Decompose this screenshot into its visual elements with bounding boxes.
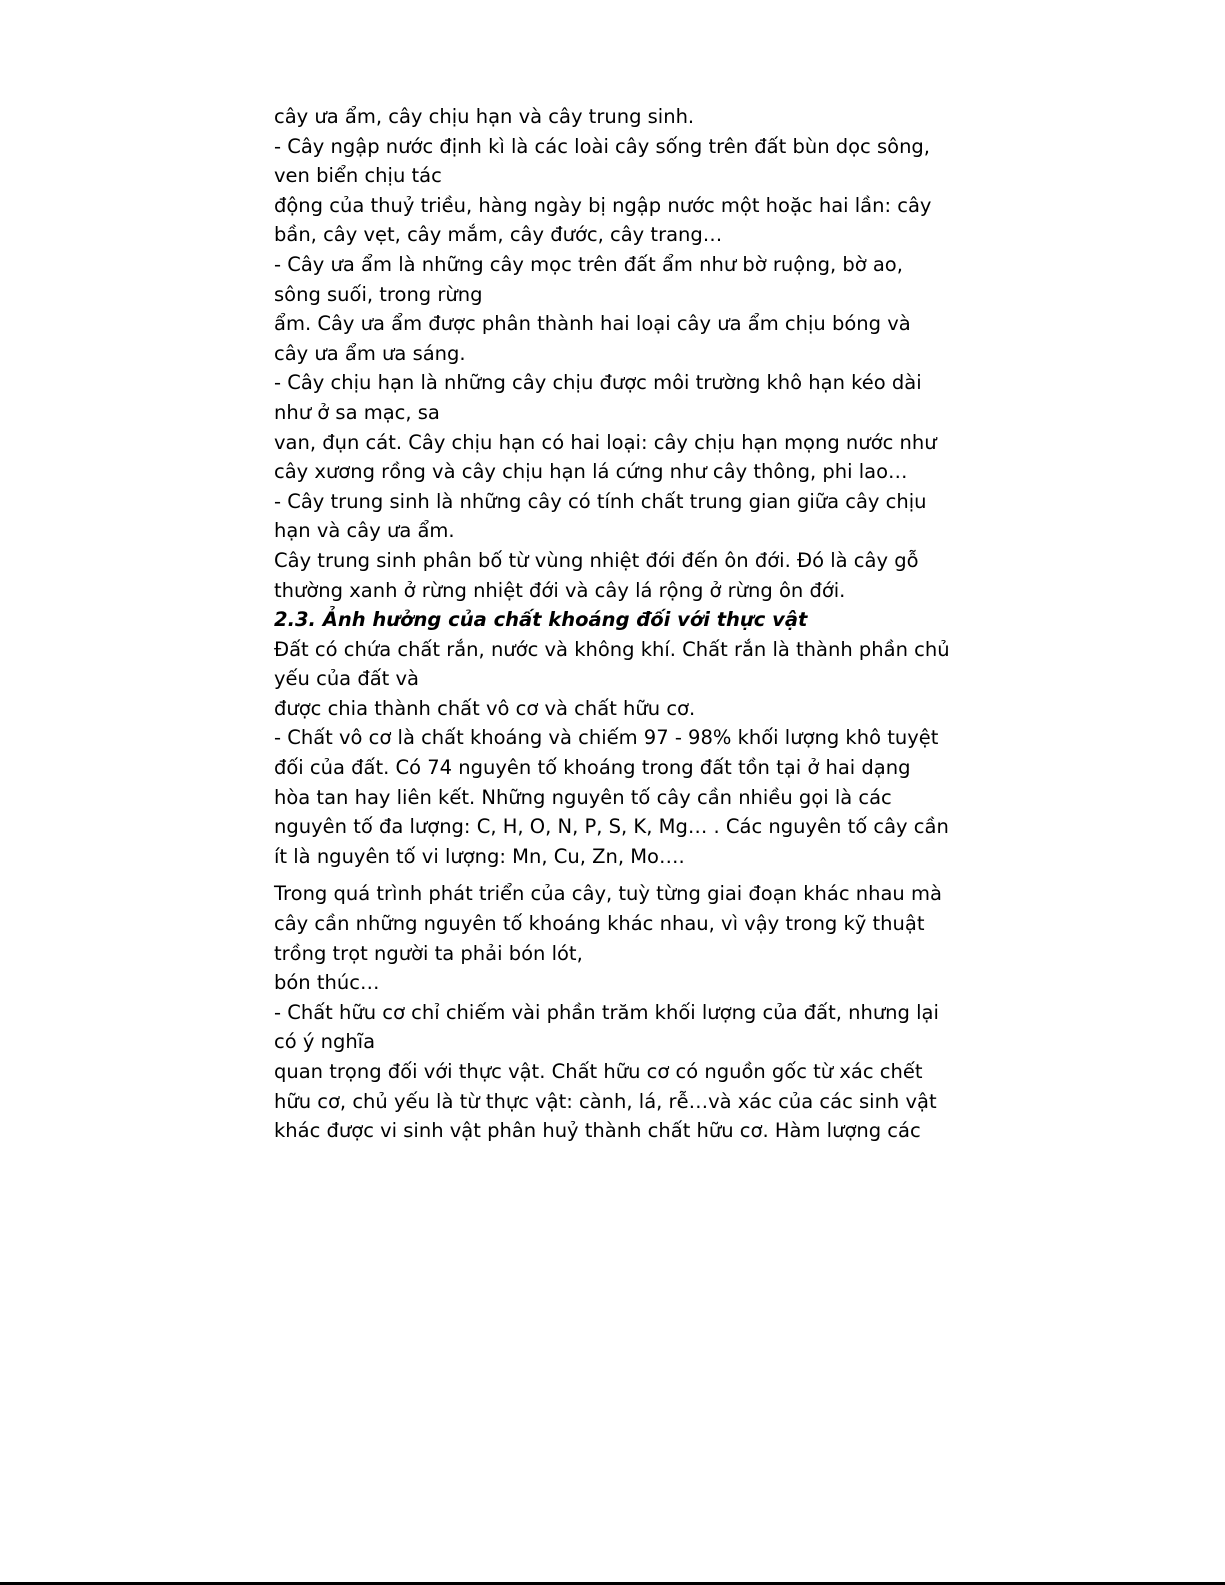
text-line: trồng trọt người ta phải bón lót, bbox=[274, 941, 583, 965]
text-line: - Chất hữu cơ chỉ chiếm vài phần trăm khối lượng của đất, nhưng lại bbox=[274, 1000, 939, 1024]
text-line: Cây trung sinh phân bố từ vùng nhiệt đới đến ôn đới. Đó là cây gỗ bbox=[274, 548, 919, 572]
text-line: được chia thành chất vô cơ và chất hữu cơ. bbox=[274, 696, 696, 720]
text-line: Trong quá trình phát triển của cây, tuỳ từng giai đoạn khác nhau mà bbox=[274, 882, 942, 906]
text-line: ven biển chịu tác bbox=[274, 164, 442, 188]
text-line: hạn và cây ưa ẩm. bbox=[274, 519, 455, 543]
text-line: sông suối, trong rừng bbox=[274, 282, 483, 306]
paragraph-gap bbox=[274, 871, 964, 879]
text-line: cây ưa ẩm, cây chịu hạn và cây trung sinh. bbox=[274, 105, 695, 128]
text-line: thường xanh ở rừng nhiệt đới và cây lá rộng ở rừng ôn đới. bbox=[274, 578, 846, 602]
text-line: hòa tan hay liên kết. Những nguyên tố cây cần nhiều gọi là các bbox=[274, 785, 892, 809]
text-line: van, đụn cát. Cây chịu hạn có hai loại: cây chịu hạn mọng nước như bbox=[274, 430, 937, 454]
text-line: cây ưa ẩm ưa sáng. bbox=[274, 341, 466, 365]
text-line: nguyên tố đa lượng: C, H, O, N, P, S, K, Mg… . Các nguyên tố cây cần bbox=[274, 815, 949, 839]
text-line: quan trọng đối với thực vật. Chất hữu cơ có nguồn gốc từ xác chết bbox=[274, 1060, 923, 1083]
text-line: có ý nghĩa bbox=[274, 1030, 376, 1054]
text-line: bần, cây vẹt, cây mắm, cây đước, cây trang… bbox=[274, 223, 723, 247]
text-line: - Cây ưa ẩm là những cây mọc trên đất ẩm như bờ ruộng, bờ ao, bbox=[274, 252, 903, 276]
text-line: - Chất vô cơ là chất khoáng và chiếm 97 - 98% khối lượng khô tuyệt bbox=[274, 726, 939, 750]
text-line: ẩm. Cây ưa ẩm được phân thành hai loại cây ưa ẩm chịu bóng và bbox=[274, 312, 911, 336]
text-line: bón thúc… bbox=[274, 971, 380, 995]
document-body bbox=[274, 102, 964, 1146]
text-line: - Cây ngập nước định kì là các loài cây sống trên đất bùn dọc sông, bbox=[274, 134, 931, 158]
text-line: như ở sa mạc, sa bbox=[274, 400, 440, 424]
text-line: cây cần những nguyên tố khoáng khác nhau, vì vậy trong kỹ thuật bbox=[274, 912, 925, 936]
text-line: yếu của đất và bbox=[274, 667, 419, 691]
text-line: - Cây trung sinh là những cây có tính chất trung gian giữa cây chịu bbox=[274, 489, 927, 513]
text-line: khác được vi sinh vật phân huỷ thành chất hữu cơ. Hàm lượng các bbox=[274, 1119, 921, 1143]
text-line: ít là nguyên tố vi lượng: Mn, Cu, Zn, Mo…. bbox=[274, 844, 685, 868]
text-line: hữu cơ, chủ yếu là từ thực vật: cành, lá, rễ…và xác của các sinh vật bbox=[274, 1089, 937, 1113]
text-line: đối của đất. Có 74 nguyên tố khoáng trong đất tồn tại ở hai dạng bbox=[274, 756, 911, 780]
text-line: cây xương rồng và cây chịu hạn lá cứng như cây thông, phi lao… bbox=[274, 460, 908, 484]
text-line: Đất có chứa chất rắn, nước và không khí. Chất rắn là thành phần chủ bbox=[274, 637, 950, 661]
section-heading: 2.3. Ảnh hưởng của chất khoáng đối với thực vật bbox=[274, 608, 808, 632]
text-line: động của thuỷ triều, hàng ngày bị ngập nước một hoặc hai lần: cây bbox=[274, 193, 932, 217]
text-line: - Cây chịu hạn là những cây chịu được môi trường khô hạn kéo dài bbox=[274, 371, 922, 395]
